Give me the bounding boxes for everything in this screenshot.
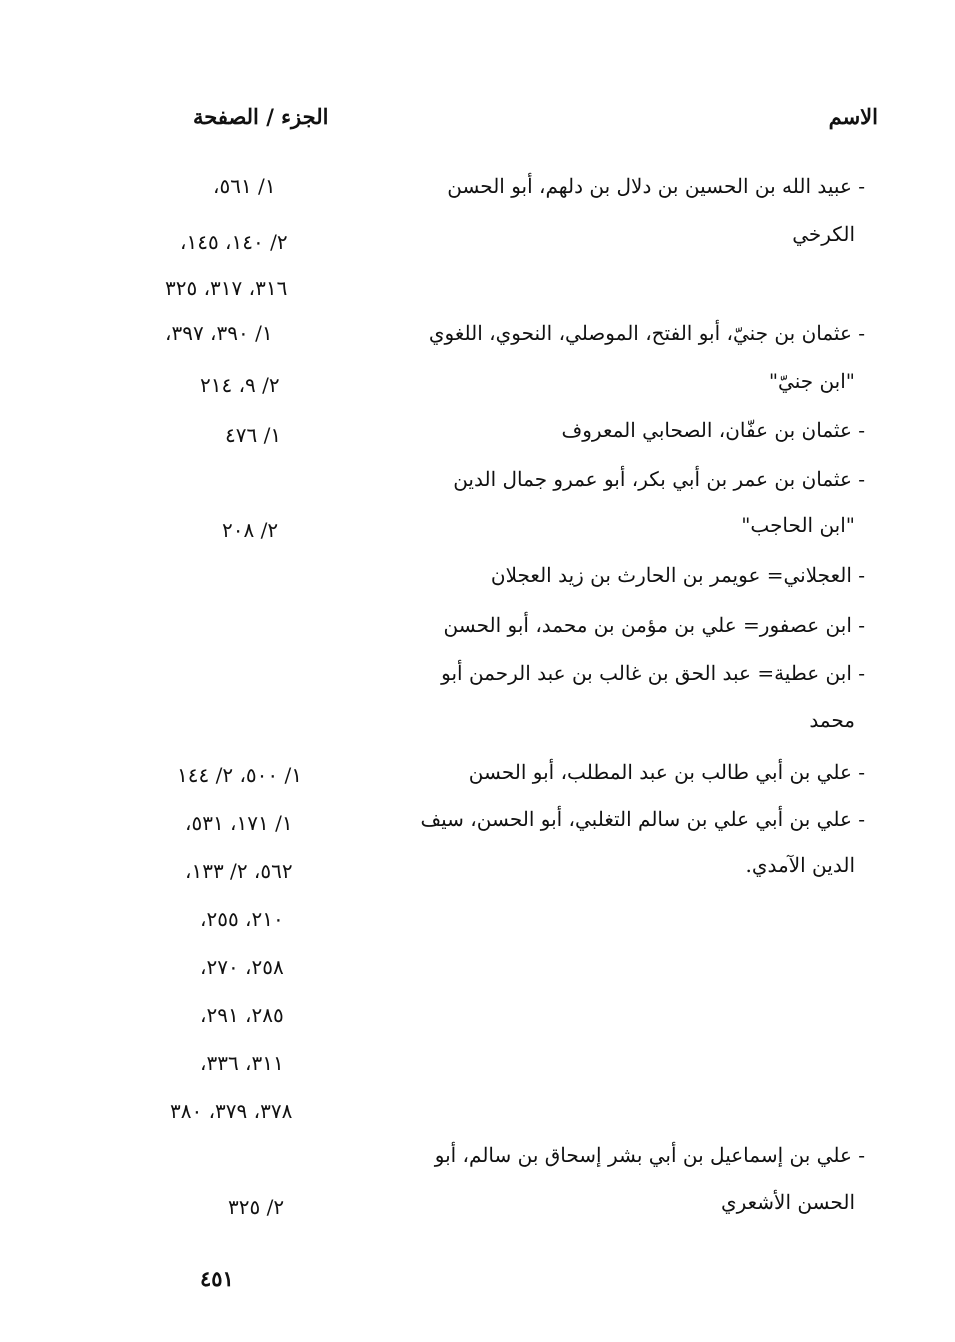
entry-ref: ١/ ٣٩٠، ٣٩٧، <box>165 321 273 345</box>
entry-name-line: - عثمان بن جنيّ، أبو الفتح، الموصلي، النحوي، اللغوي <box>428 321 865 345</box>
entry-name-line: محمد <box>809 708 855 732</box>
entry-ref: ٣١٦، ٣١٧، ٣٢٥ <box>165 276 288 300</box>
entry-name-line: - علي بن أبي طالب بن عبد المطلب، أبو الحسن <box>468 760 865 784</box>
entry-ref: ٢/ ٩، ٢١٤ <box>200 373 280 397</box>
entry-ref: ٣٧٨، ٣٧٩، ٣٨٠ <box>170 1099 293 1123</box>
entry-name-line: "ابن جنيّ" <box>768 369 855 393</box>
entry-ref: ٢١٠، ٢٥٥، <box>200 907 284 931</box>
entry-name-line: - العجلاني= عويمر بن الحارث بن زيد العجلان <box>490 563 865 587</box>
entry-ref: ١/ ٥٦١، <box>213 174 276 198</box>
entry-name-line: الكرخي <box>792 222 855 246</box>
entry-ref: ١/ ١٧١، ٥٣١، <box>185 811 293 835</box>
page-number: ٤٥١ <box>200 1266 234 1291</box>
entry-ref: ٢/ ٢٠٨ <box>222 518 279 542</box>
entry-ref: ٥٦٢، ٢/ ١٣٣، <box>185 859 293 883</box>
entry-name-line: - عثمان بن عفّان، الصحابي المعروف <box>561 418 865 442</box>
entry-name-line: الحسن الأشعري <box>720 1190 855 1214</box>
entry-ref: ٢٨٥، ٢٩١، <box>200 1003 284 1027</box>
entry-ref: ٢/ ٣٢٥ <box>228 1195 285 1219</box>
entry-name-line: الدين الآمدي. <box>745 853 855 877</box>
entry-ref: ١/ ٥٠٠، ٢/ ١٤٤ <box>177 763 302 787</box>
entry-name-line: - ابن عطية= عبد الحق بن غالب بن عبد الرحمن أبو <box>441 661 865 685</box>
entry-ref: ٢٥٨، ٢٧٠، <box>200 955 284 979</box>
entry-name-line: - ابن عصفور= علي بن مؤمن بن محمد، أبو الحسن <box>443 613 865 637</box>
entry-name-line: - عبيد الله بن الحسين بن دلال بن دلهم، أبو الحسن <box>447 174 865 198</box>
entry-name-line: "ابن الحاجب" <box>741 513 855 537</box>
entry-ref: ١/ ٤٧٦ <box>225 423 282 447</box>
entry-name-line: - عثمان بن عمر بن أبي بكر، أبو عمرو جمال الدين <box>453 467 865 491</box>
entry-ref: ٣١١، ٣٣٦، <box>200 1051 284 1075</box>
column-header-volume-page: الجزء / الصفحة <box>193 104 329 129</box>
entry-name-line: - علي بن أبي علي بن سالم التغلبي، أبو الحسن، سيف <box>420 807 865 831</box>
column-header-name: الاسم <box>828 104 878 129</box>
entry-ref: ٢/ ١٤٠، ١٤٥، <box>180 230 288 254</box>
entry-name-line: - علي بن إسماعيل بن أبي بشر إسحاق بن سالم، أبو <box>434 1143 865 1167</box>
